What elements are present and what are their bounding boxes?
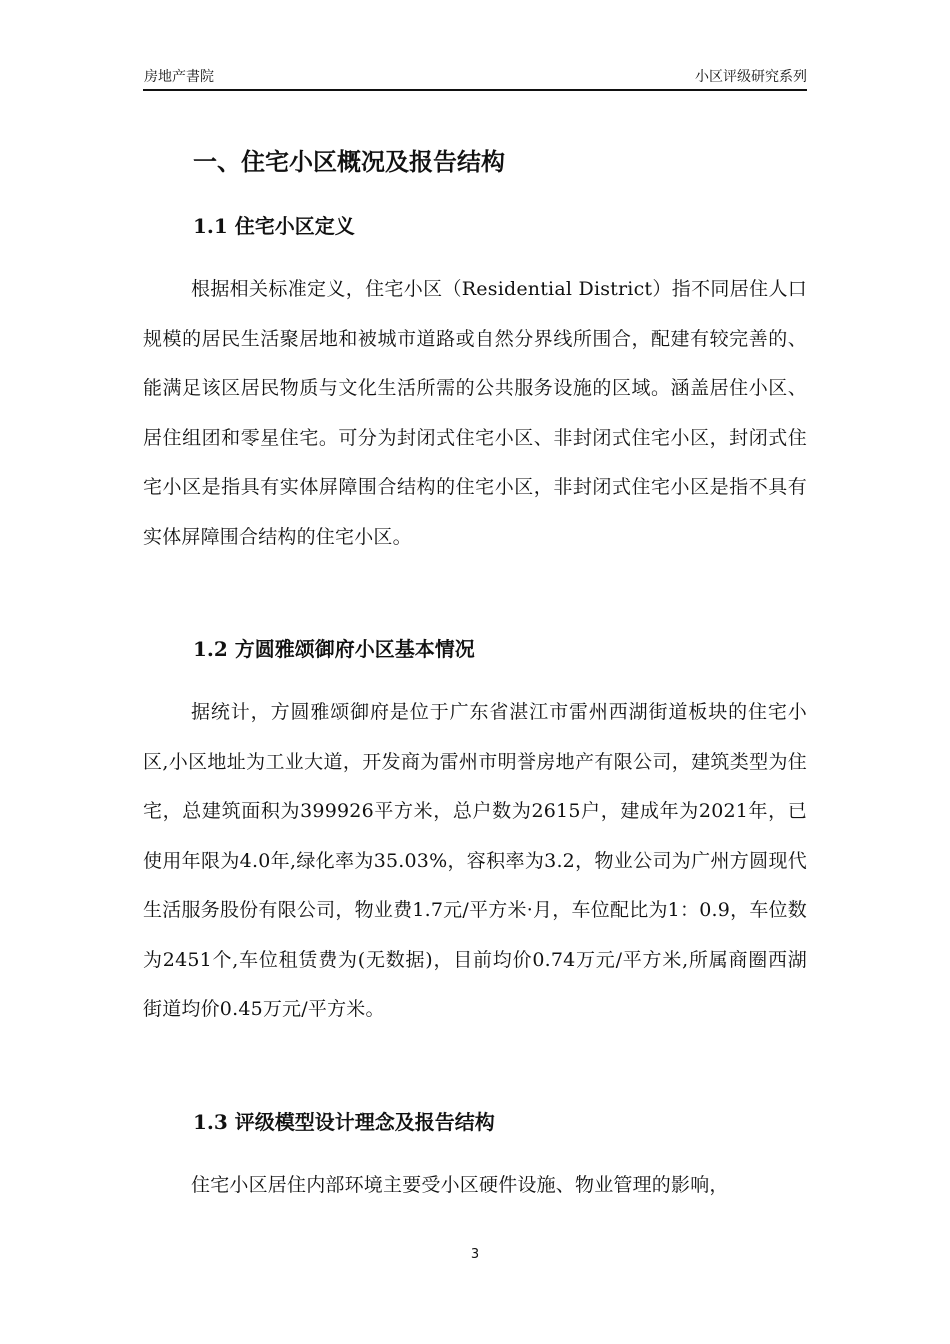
- paragraph-definition: 根据相关标准定义，住宅小区（Residential District）指不同居住人口规模的居民生活聚居地和被城市道路或自然分界线所围合，配建有较完善的、能满足该区居民物质与文化生活所需的公共服务设施的区域。涵盖居住小区、居住组团和零星住宅。可分为封闭式住宅小区、非封闭式住宅小区，封闭式住宅小区是指具有实体屏障围合结构的住宅小区，非封闭式住宅小区是指不具有实体屏障围合结构的住宅小区。: [143, 278, 807, 548]
- page-number: 3: [470, 1247, 480, 1262]
- paragraph-model-design: 住宅小区居住内部环境主要受小区硬件设施、物业管理的影响，: [191, 1174, 729, 1196]
- paragraph-community-overview: 据统计，方圆雅颂御府是位于广东省湛江市雷州西湖街道板块的住宅小区,小区地址为工业大道，开发商为雷州市明誉房地产有限公司，建筑类型为住宅，总建筑面积为399926平方米，总户数为2615户，建成年为2021年，已使用年限为4.0年,绿化率为35.03%，容积率为3.2，物业公司为广州方圆现代生活服务股份有限公司，物业费1.7元/平方米·月，车位配比为1：0.9，车位数为2451个,车位租赁费为(无数据)，目前均价0.74万元/平方米,所属商圈西湖街道均价0.45万元/平方米。: [143, 701, 807, 1020]
- header-series-title: 小区评级研究系列: [695, 69, 807, 85]
- section-heading: 一、住宅小区概况及报告结构: [193, 147, 505, 176]
- subsection-heading-1-1: 1.1 住宅小区定义: [193, 214, 355, 238]
- subsection-heading-1-2: 1.2 方圆雅颂御府小区基本情况: [193, 637, 475, 661]
- header-publisher: 房地产書院: [144, 69, 214, 85]
- header-divider: [143, 89, 807, 91]
- subsection-heading-1-3: 1.3 评级模型设计理念及报告结构: [193, 1110, 495, 1134]
